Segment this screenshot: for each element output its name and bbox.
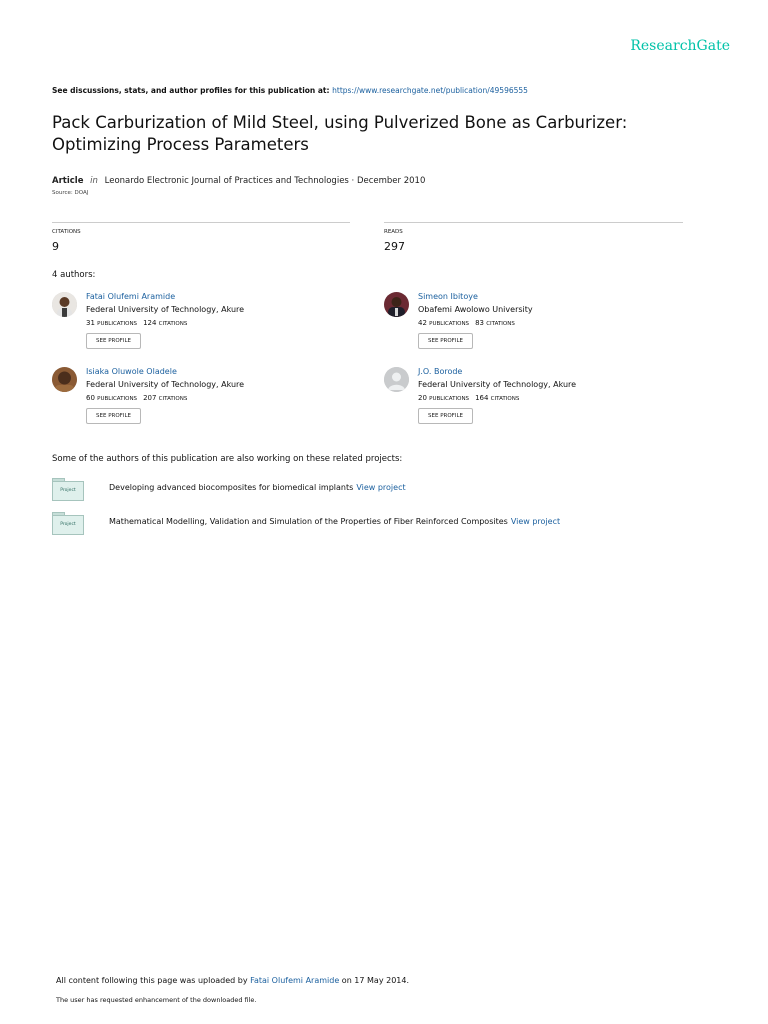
author-name-link[interactable]: Simeon Ibitoye bbox=[418, 292, 478, 301]
authors-heading: 4 authors: bbox=[52, 270, 96, 280]
view-project-link[interactable]: View project bbox=[356, 483, 406, 492]
project-title-text: Mathematical Modelling, Validation and Simulation of the Properties of Fiber Reinforced Composites bbox=[109, 517, 508, 526]
author-publications-count: 60 bbox=[86, 394, 95, 402]
citations-count: 9 bbox=[52, 240, 59, 253]
upload-note bbox=[56, 976, 409, 985]
publication-url-link[interactable]: https://www.researchgate.net/publication/49596555 bbox=[332, 86, 528, 95]
author-name-link[interactable]: J.O. Borode bbox=[418, 367, 463, 376]
project-item bbox=[52, 512, 752, 536]
author-counts bbox=[418, 394, 525, 402]
publication-title: Pack Carburization of Mild Steel, using Pulverized Bone as Carburizer: Optimizing Process Parameters bbox=[52, 113, 628, 154]
project-title bbox=[109, 483, 406, 492]
citations-label: CITATIONS bbox=[52, 229, 81, 235]
author-citations-count: 83 bbox=[475, 319, 484, 327]
researchgate-logo[interactable]: ResearchGate bbox=[630, 38, 730, 54]
see-profile-button[interactable]: SEE PROFILE bbox=[86, 408, 141, 424]
publications-label: PUBLICATIONS bbox=[429, 321, 470, 327]
author-name-link[interactable]: Isiaka Oluwole Oladele bbox=[86, 367, 177, 376]
citations-label: CITATIONS bbox=[158, 396, 188, 402]
project-folder-icon bbox=[52, 512, 84, 534]
publications-label: PUBLICATIONS bbox=[97, 396, 138, 402]
see-profile-button[interactable]: SEE PROFILE bbox=[418, 333, 473, 349]
publication-venue: Leonardo Electronic Journal of Practices and Technologies · December 2010 bbox=[104, 176, 426, 186]
upload-prefix: All content following this page was uploaded by bbox=[56, 976, 248, 985]
project-icon-label: Project bbox=[52, 515, 84, 535]
author-card bbox=[52, 367, 352, 427]
publications-label: PUBLICATIONS bbox=[97, 321, 138, 327]
author-institution: Federal University of Technology, Akure bbox=[86, 305, 245, 314]
author-avatar[interactable] bbox=[52, 292, 77, 317]
project-icon-label: Project bbox=[52, 481, 84, 501]
uploader-link[interactable]: Fatai Olufemi Aramide bbox=[250, 976, 340, 985]
publications-label: PUBLICATIONS bbox=[429, 396, 470, 402]
author-name-link[interactable]: Fatai Olufemi Aramide bbox=[86, 292, 176, 301]
author-counts bbox=[418, 319, 521, 327]
author-counts bbox=[86, 319, 193, 327]
publication-meta bbox=[52, 176, 425, 186]
related-projects-heading: Some of the authors of this publication are also working on these related projects: bbox=[52, 454, 403, 464]
reads-count: 297 bbox=[384, 240, 405, 253]
author-avatar[interactable] bbox=[52, 367, 77, 392]
author-card bbox=[52, 292, 352, 352]
enhancement-note: The user has requested enhancement of the downloaded file. bbox=[56, 996, 257, 1004]
upload-suffix: on 17 May 2014. bbox=[341, 976, 410, 985]
project-item bbox=[52, 478, 752, 502]
publication-source: Source: DOAJ bbox=[52, 190, 89, 196]
citations-label: CITATIONS bbox=[490, 396, 520, 402]
author-institution: Obafemi Awolowo University bbox=[418, 305, 533, 314]
author-institution: Federal University of Technology, Akure bbox=[418, 380, 577, 389]
citations-label: CITATIONS bbox=[486, 321, 515, 327]
see-profile-button[interactable]: SEE PROFILE bbox=[418, 408, 473, 424]
author-publications-count: 31 bbox=[86, 319, 95, 327]
publication-type: Article bbox=[52, 176, 84, 186]
discussion-line bbox=[52, 86, 528, 95]
author-publications-count: 42 bbox=[418, 319, 427, 327]
citations-divider bbox=[52, 222, 350, 223]
reads-label: READS bbox=[384, 229, 403, 235]
author-institution: Federal University of Technology, Akure bbox=[86, 380, 245, 389]
project-title-text: Developing advanced biocomposites for biomedical implants bbox=[109, 483, 354, 492]
author-citations-count: 207 bbox=[143, 394, 157, 402]
in-word: in bbox=[90, 176, 98, 186]
citations-label: CITATIONS bbox=[158, 321, 188, 327]
default-user-icon[interactable] bbox=[384, 367, 409, 392]
author-citations-count: 124 bbox=[143, 319, 157, 327]
author-publications-count: 20 bbox=[418, 394, 427, 402]
reads-divider bbox=[384, 222, 683, 223]
author-citations-count: 164 bbox=[475, 394, 489, 402]
project-folder-icon bbox=[52, 478, 84, 500]
author-card bbox=[384, 292, 684, 352]
see-profile-button[interactable]: SEE PROFILE bbox=[86, 333, 141, 349]
view-project-link[interactable]: View project bbox=[510, 517, 561, 526]
project-title bbox=[109, 517, 560, 526]
author-avatar[interactable] bbox=[384, 292, 409, 317]
discussion-prefix: See discussions, stats, and author profiles for this publication at: bbox=[52, 86, 330, 95]
author-counts bbox=[86, 394, 193, 402]
author-card bbox=[384, 367, 684, 427]
